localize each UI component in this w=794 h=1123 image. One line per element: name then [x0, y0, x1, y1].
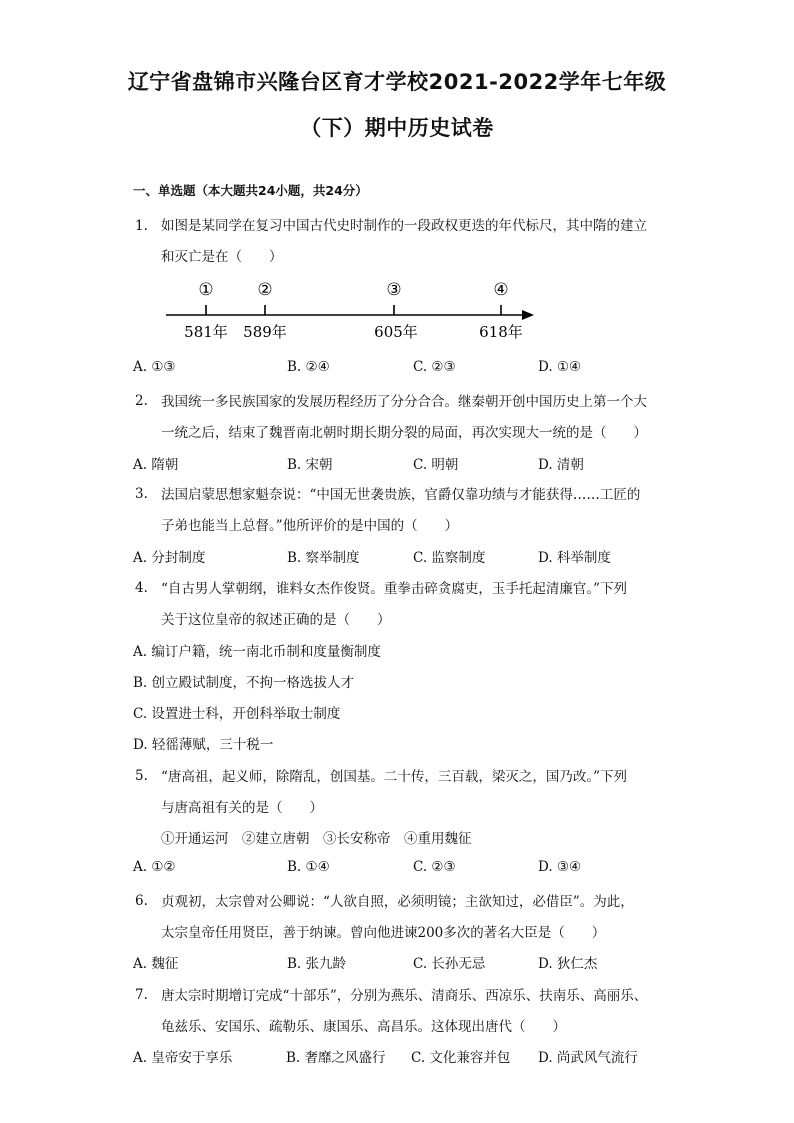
question-number: 2.	[135, 393, 148, 409]
question-number: 5.	[135, 768, 148, 784]
option-c: C. ②③	[413, 859, 456, 875]
option-b: B. 察举制度	[287, 550, 360, 566]
option-b: B. 奢靡之风盛行	[286, 1050, 386, 1066]
timeline-year: 589年	[243, 323, 287, 341]
exam-title-line2: （下）期中历史试卷	[300, 116, 494, 140]
question-stem-line: 龟兹乐、安国乐、疏勒乐、康国乐、高昌乐。这体现出唐代（ ）	[161, 1019, 566, 1035]
option-b: B. ①④	[287, 859, 330, 875]
question-number: 3.	[135, 486, 148, 502]
question-stem-line: 法国启蒙思想家魁奈说：“中国无世袭贵族，官爵仅靠功绩与才能获得……工匠的	[161, 487, 641, 503]
option-d: D. 尚武风气流行	[538, 1050, 638, 1066]
question-stem-line: “自古男人掌朝纲，谁料女杰作俊贤。重拳击碎贪腐吏，玉手托起清廉官。”下列	[161, 581, 628, 597]
option-a: A. 编订户籍，统一南北币制和度量衡制度	[133, 644, 381, 660]
timeline-figure	[160, 275, 540, 345]
timeline-year: 581年	[184, 323, 228, 341]
question-stem-line: 与唐高祖有关的是（ ）	[161, 800, 323, 816]
option-c: C. 监察制度	[413, 550, 486, 566]
option-b: B. 张九龄	[287, 956, 347, 972]
option-d: D. 清朝	[538, 457, 584, 473]
question-stem-line: 我国统一多民族国家的发展历程经历了分分合合。继秦朝开创中国历史上第一个大	[161, 394, 647, 410]
timeline-year: 605年	[374, 323, 418, 341]
option-d: D. 轻徭薄赋，三十税一	[133, 737, 274, 753]
question-stem-line: “唐高祖，起义师，除隋乱，创国基。二十传，三百载，梁灭之，国乃改。”下列	[161, 769, 628, 785]
question-stem-line: 如图是某同学在复习中国古代史时制作的一段政权更迭的年代标尺，其中隋的建立	[161, 218, 647, 234]
option-c: C. 文化兼容并包	[411, 1050, 511, 1066]
sub-items: ①开通运河 ②建立唐朝 ③长安称帝 ④重用魏征	[161, 831, 472, 847]
question-number: 4.	[135, 580, 148, 596]
option-c: C. 明朝	[413, 457, 459, 473]
question-stem-line: 唐太宗时期增订完成“十部乐”，分别为燕乐、清商乐、西凉乐、扶南乐、高丽乐、	[161, 988, 648, 1004]
option-c: C. ②③	[413, 359, 456, 375]
question-stem-line: 贞观初，太宗曾对公卿说：“人欲自照，必须明镜；主欲知过，必借臣”。为此，	[161, 894, 634, 910]
timeline-marker: ①	[198, 280, 214, 300]
timeline-marker: ④	[493, 280, 509, 300]
question-stem-line: 关于这位皇帝的叙述正确的是（ ）	[161, 612, 391, 628]
question-number: 1.	[135, 218, 148, 234]
question-number: 6.	[135, 893, 148, 909]
option-a: A. 魏征	[133, 956, 179, 972]
option-d: D. 科举制度	[538, 550, 611, 566]
exam-title-line1: 辽宁省盘锦市兴隆台区育才学校2021-2022学年七年级	[127, 70, 667, 94]
option-d: D. ①④	[538, 359, 582, 375]
option-a: A. 皇帝安于享乐	[133, 1050, 233, 1066]
option-c: C. 设置进士科，开创科举取士制度	[133, 706, 341, 722]
option-c: C. 长孙无忌	[413, 956, 486, 972]
timeline-arrow	[522, 310, 534, 320]
question-stem-line: 子弟也能当上总督。”他所评价的是中国的（ ）	[161, 518, 459, 534]
timeline-marker: ③	[386, 280, 402, 300]
option-b: B. 宋朝	[287, 457, 333, 473]
timeline-year: 618年	[479, 323, 523, 341]
option-a: A. ①②	[133, 859, 176, 875]
option-b: B. ②④	[287, 359, 330, 375]
question-stem-line: 一统之后，结束了魏晋南北朝时期长期分裂的局面，再次实现大一统的是（ ）	[161, 425, 647, 441]
question-number: 7.	[135, 987, 148, 1003]
option-a: A. 隋朝	[133, 457, 179, 473]
timeline-marker: ②	[257, 280, 273, 300]
option-d: D. 狄仁杰	[538, 956, 598, 972]
question-stem-line: 太宗皇帝任用贤臣，善于纳谏。曾向他进谏200多次的著名大臣是（ ）	[161, 925, 606, 941]
section-heading: 一、单选题（本大题共24小题，共24分）	[133, 183, 368, 198]
question-stem-line: 和灭亡是在（ ）	[161, 249, 283, 265]
option-a: A. 分封制度	[133, 550, 206, 566]
option-a: A. ①③	[133, 359, 176, 375]
option-b: B. 创立殿试制度，不拘一格选拔人才	[133, 675, 355, 691]
option-d: D. ③④	[538, 859, 582, 875]
